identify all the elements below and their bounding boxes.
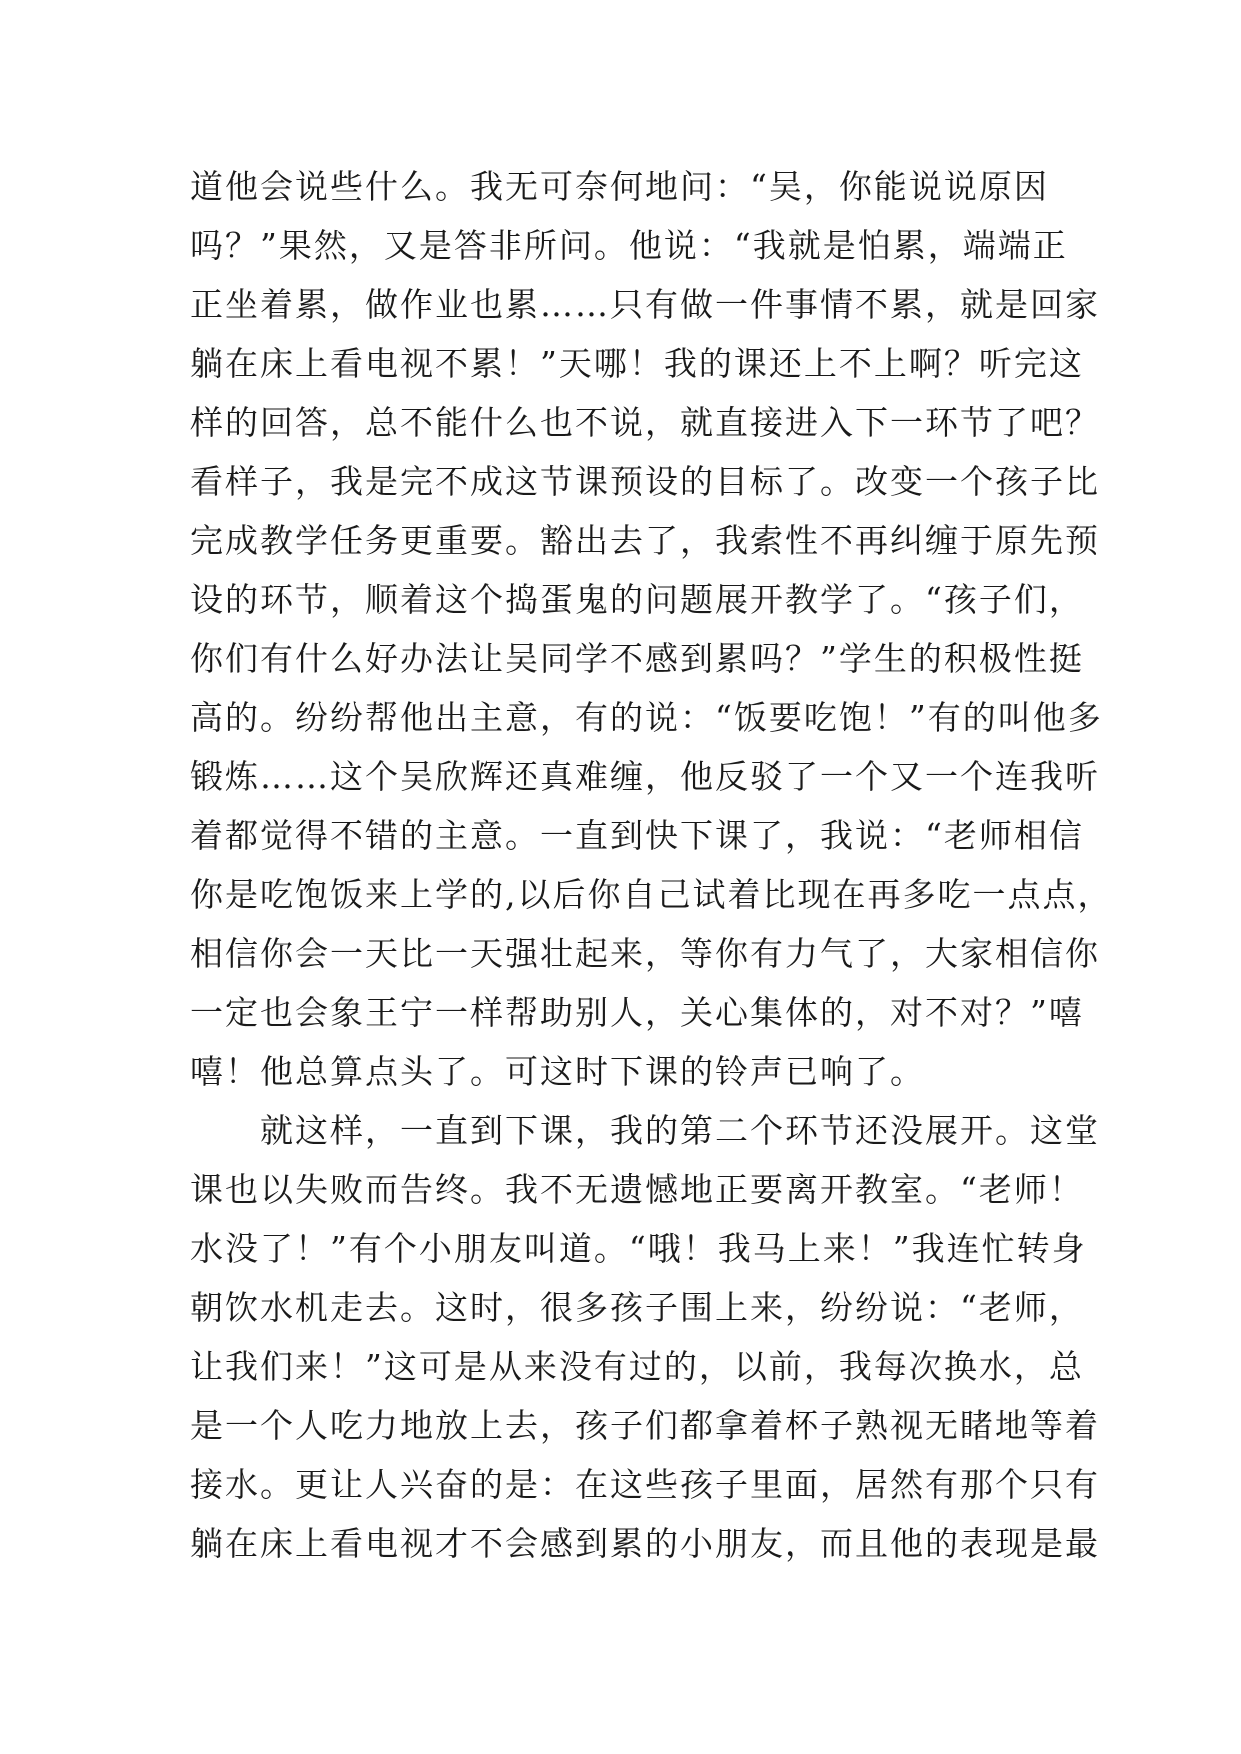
text-line: 样的回答，总不能什么也不说，就直接进入下一环节了吧？: [190, 403, 1100, 442]
text-line: 相信你会一天比一天强壮起来，等你有力气了，大家相信你: [190, 934, 1100, 973]
text-line: 看样子，我是完不成这节课预设的目标了。改变一个孩子比: [190, 462, 1100, 501]
document-body: [190, 157, 1113, 1573]
paragraph-2: [190, 1101, 1100, 1573]
text-line: 水没了！”有个小朋友叫道。“哦！我马上来！”我连忙转身: [190, 1229, 1087, 1268]
text-line: 朝饮水机走去。这时，很多孩子围上来，纷纷说：“老师，: [190, 1288, 1084, 1327]
text-line: 你是吃饱饭来上学的,以后你自己试着比现在再多吃一点点，: [190, 875, 1113, 914]
text-line: 道他会说些什么。我无可奈何地问：“吴，你能说说原因: [190, 167, 1049, 206]
text-line: 就这样，一直到下课，我的第二个环节还没展开。这堂: [190, 1111, 1100, 1150]
text-line: 接水。更让人兴奋的是：在这些孩子里面，居然有那个只有: [190, 1465, 1100, 1504]
text-line: 躺在床上看电视不累！”天哪！我的课还上不上啊？听完这: [190, 344, 1084, 383]
text-line: 锻炼……这个吴欣辉还真难缠，他反驳了一个又一个连我听: [190, 757, 1100, 796]
text-line: 嘻！他总算点头了。可这时下课的铃声已响了。: [190, 1052, 925, 1091]
text-line: 躺在床上看电视才不会感到累的小朋友，而且他的表现是最: [190, 1524, 1100, 1563]
text-line: 着都觉得不错的主意。一直到快下课了，我说：“老师相信: [190, 816, 1084, 855]
text-line: 让我们来！”这可是从来没有过的，以前，我每次换水，总: [190, 1347, 1084, 1386]
text-line: 课也以失败而告终。我不无遗憾地正要离开教室。“老师！: [190, 1170, 1084, 1209]
text-line: 一定也会象王宁一样帮助别人，关心集体的，对不对？”嘻: [190, 993, 1084, 1032]
paragraph-1: [190, 157, 1113, 1101]
text-line: 设的环节，顺着这个捣蛋鬼的问题展开教学了。“孩子们，: [190, 580, 1084, 619]
text-line: 吗？”果然，又是答非所问。他说：“我就是怕累，端端正: [190, 226, 1068, 265]
text-line: 你们有什么好办法让吴同学不感到累吗？”学生的积极性挺: [190, 639, 1084, 678]
text-line: 高的。纷纷帮他出主意，有的说：“饭要吃饱！”有的叫他多: [190, 698, 1103, 737]
text-line: 正坐着累，做作业也累……只有做一件事情不累，就是回家: [190, 285, 1100, 324]
text-line: 完成教学任务更重要。豁出去了，我索性不再纠缠于原先预: [190, 521, 1100, 560]
text-line: 是一个人吃力地放上去，孩子们都拿着杯子熟视无睹地等着: [190, 1406, 1100, 1445]
